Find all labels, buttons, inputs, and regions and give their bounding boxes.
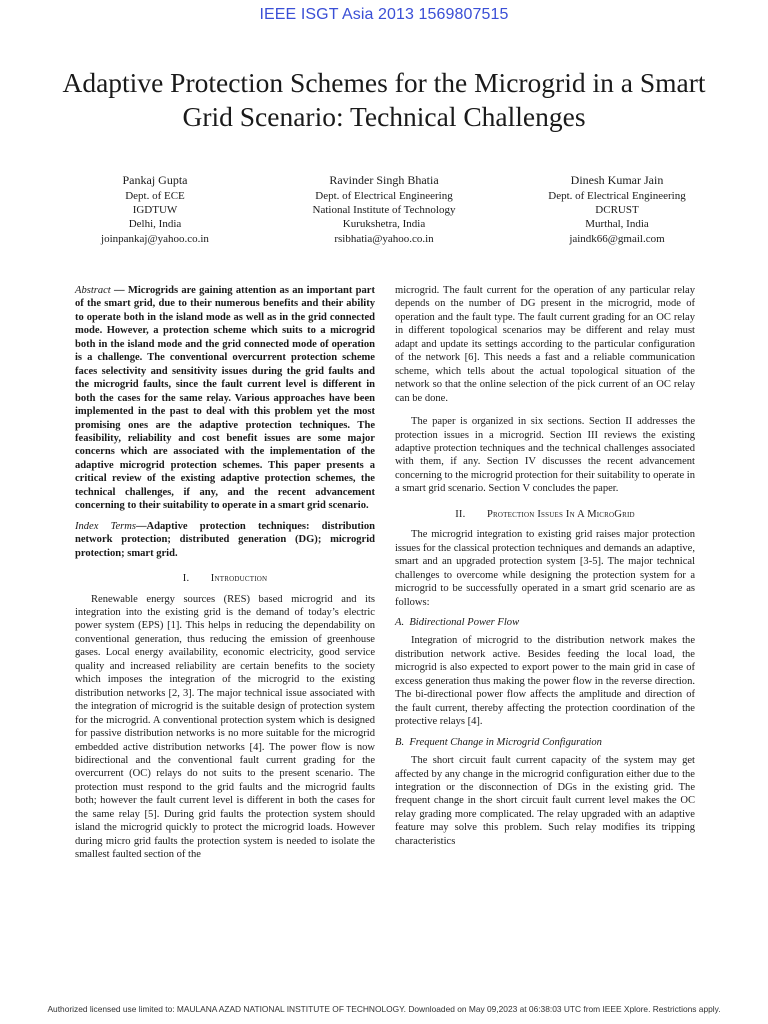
introduction-paragraph-continued: microgrid. The fault current for the operation of any particular relay depends on the number of DG present in the microgrid, mode of operation and the fault type. The fault current grading for an OC relay in different topological scenarios may be different and relay must adapt and update its settings according to the particular configuration of the network [6]. This needs a fast and a reliable communication scheme, which tells about the actual topological situation of the network so that the online selection of the pick current of an OC relay can be done. [395,285,695,404]
author-email: jaindk66@gmail.com [569,232,665,245]
abstract-label: Abstract [75,285,111,296]
protection-issues-paragraph: The microgrid integration to existing grid raises major protection issues for the classical protection techniques and demands an adaptive, smart and an upgraded protection system [3-5]. The major technical challenges to overcome while designing the protection system for a microgrid to be successfully operated in a smart grid scenario are as follows: [395,529,695,608]
author-place: Murthal, India [585,218,649,231]
author-2 [284,173,484,246]
author-dept: Dept. of Electrical Engineering [315,190,453,202]
author-email: joinpankaj@yahoo.co.in [101,232,209,245]
organization-paragraph: The paper is organized in six sections. Section II addresses the protection issues in a microgrid. Section III reviews the existing adaptive protection techniques and the technical challenges associated with them, if any. Section IV discusses the recent advancement concerning to the microgrid protection for their suitability to operate in a smart grid scenario. Section V concludes the paper. [395,416,695,495]
author-dept: Dept. of ECE [125,190,185,202]
author-3 [512,173,722,246]
bidirectional-paragraph: Integration of microgrid to the distribution network makes the distribution network active. Besides feeding the local load, the microgrid is also expected to export power to the main grid in case of excess generation thus making the power flow in the reverse direction. The bi-directional power flow affects the amplitude and direction of the fault current, thereby affecting the protection coordination of the protective relays [4]. [395,635,695,728]
author-name: Ravinder Singh Bhatia [329,173,439,187]
author-1 [55,173,255,246]
author-org: DCRUST [595,204,639,217]
author-place: Delhi, India [128,218,182,231]
configuration-paragraph: The short circuit fault current capacity of the system may get affected by any change in the microgrid configuration either due to the integration or the disconnection of DGs in the existing grid. The frequent change in the short circuit fault current level makes the OC relay grading more complicated. The relay upgraded with an adaptive feature may solve this problem. Such relay modifies its tripping characteristics [395,755,695,847]
index-terms-text: —Adaptive protection techniques: distribution network protection; distributed generation (DG); microgrid protection; smart grid. [75,520,375,559]
subsection-heading-configuration: B. Frequent Change in Microgrid Configuration [395,736,602,748]
author-email: rsibhatia@yahoo.co.in [334,232,434,245]
abstract [75,284,375,513]
author-name: Pankaj Gupta [122,173,188,187]
abstract-text: — Microgrids are gaining attention as an important part of the smart grid, due to their numerous benefits and their ability to operate both in the island mode as well as in the grid connected mode. However, a protection scheme which suits to a microgrid both in the island mode and the grid connected mode of operation is a challenge. The conventional overcurrent protection scheme faces selectivity and sensitivity issues during the grid faults and the microgrid faults, since the fault current level is different in both the cases for the same relay. Various approaches have been implemented in the past to deal with this problem yet the most promising ones are the adaptive protection techniques. The feasibility, reliability and cost benefit issues are some major concerns which are associated with the implementation of the adaptive microgrid protection schemes. This paper presents a critical review of the existing adaptive protection schemes, the technical challenges, if any, and the recent advancement concerning to their suitability to operate in a smart grid scenario. [75,285,375,512]
section-heading-introduction: I. Introduction [182,573,268,585]
author-place: Kurukshetra, India [342,218,426,231]
license-footer: Authorized licensed use limited to: MAULANA AZAD NATIONAL INSTITUTE OF TECHNOLOGY. Downloaded on May 09,2023 at 06:38:03 UTC from IEEE Xplore. Restrictions apply. [47,1004,721,1014]
section-heading-protection-issues: II. Protection Issues In A MicroGrid [455,508,635,520]
introduction-paragraph: Renewable energy sources (RES) based microgrid and its integration into the existing grid is the demand of today’s electric power system (EPS) [1]. This helps in reducing the dependability on conventional generation, thus reducing the emission of greenhouse gases. Local energy availability, economic electricity, good service quality and increased reliability are certain benefits to the society which imposes the integration of the microgrid to the existing distribution networks [2, 3]. The major technical issue associated with the integration of microgrid is the suitable design of protection system for the microgrid. A conventional protection system which is designed for passive distribution networks is no more suitable for the microgrid embedded active distribution networks [4]. The power flow is now bidirectional and the conventional fault current grading for the overcurrent (OC) relays do not suits to the present scenario. The protection must respond to the grid faults and the microgrid faults both; however the fault current level is different in both the cases for the same relay [5]. During grid faults the protection system should island the microgrid quickly to protect the microgrid loads. However during micro grid faults the protection system is needed to isolate the smallest faulted section of the [75,593,375,861]
left-column [75,284,375,862]
author-org: National Institute of Technology [312,204,456,217]
subsection-heading-bidirectional: A. Bidirectional Power Flow [395,616,520,628]
index-terms [75,520,375,560]
author-name: Dinesh Kumar Jain [570,173,664,187]
index-terms-label: Index Terms [75,520,136,532]
conference-header: IEEE ISGT Asia 2013 1569807515 [259,6,509,23]
right-column [395,284,695,848]
paper-title: Adaptive Protection Schemes for the Microgrid in a Smart Grid Scenario: Technical Challenges [62,67,706,132]
author-org: IGDTUW [132,204,178,217]
author-dept: Dept. of Electrical Engineering [548,190,686,202]
